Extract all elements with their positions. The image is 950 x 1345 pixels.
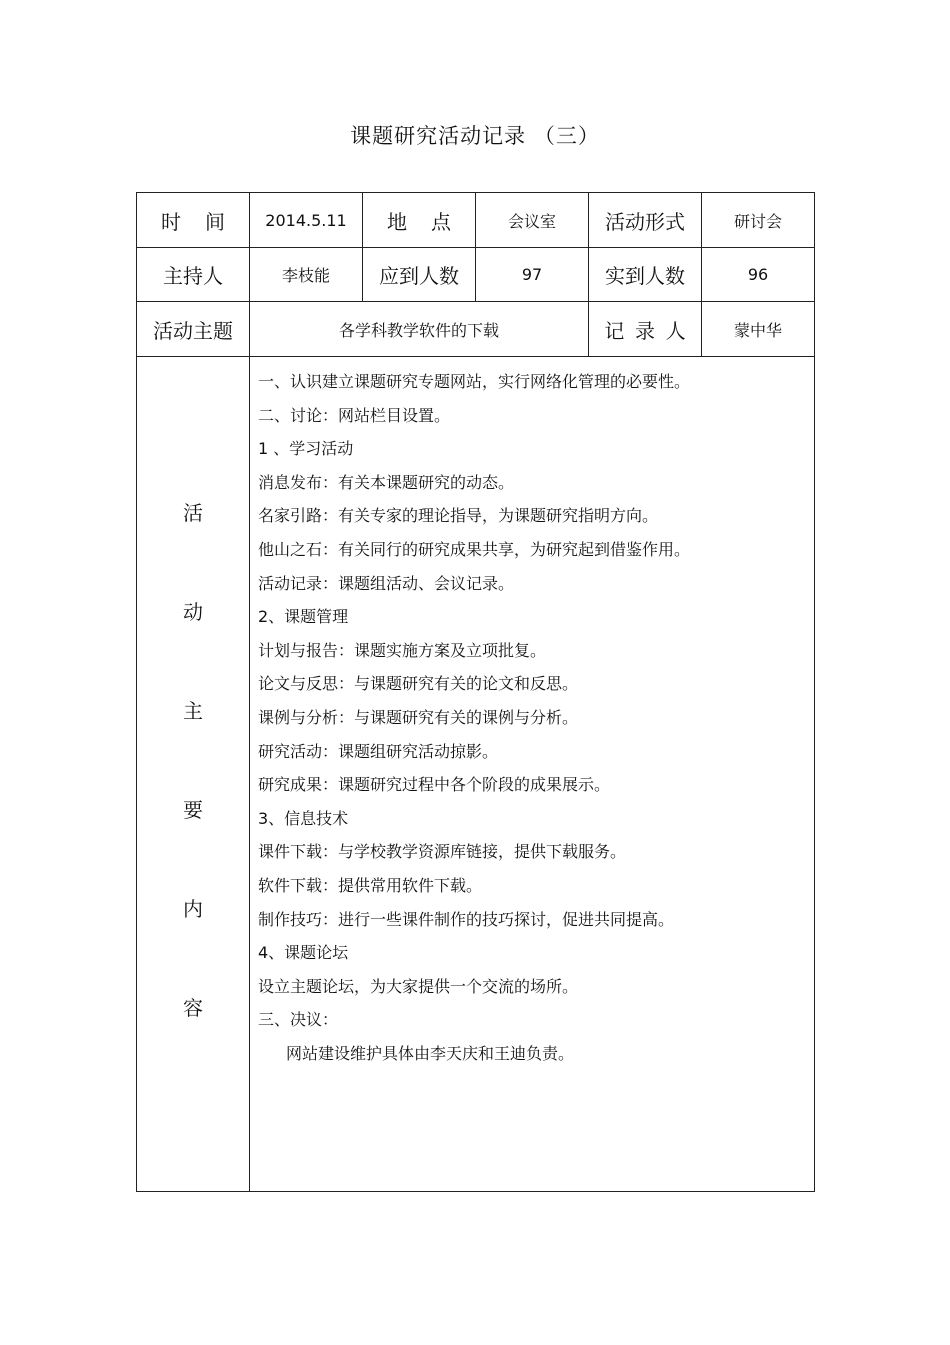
recorder-label-char: 人 [665, 318, 686, 343]
row-topic [137, 302, 815, 357]
content-line: 三、决议： [258, 1010, 339, 1030]
content-label-char: 活 [183, 500, 203, 525]
row-time-place [137, 193, 815, 248]
content-line: 研究活动：课题组研究活动掠影。 [258, 741, 499, 761]
content-line: 课例与分析：与课题研究有关的课例与分析。 [258, 707, 579, 727]
content-line: 名家引路：有关专家的理论指导，为课题研究指明方向。 [258, 506, 659, 526]
content-line: 消息发布：有关本课题研究的动态。 [258, 472, 515, 492]
content-label-char: 内 [183, 897, 203, 922]
topic-value: 各学科教学软件的下载 [250, 302, 589, 357]
content-line: 研究成果：课题研究过程中各个阶段的成果展示。 [258, 775, 611, 795]
content-body [250, 357, 815, 1192]
content-label-cell [137, 357, 250, 1192]
host-label: 主持人 [137, 248, 250, 302]
host-value: 李枝能 [250, 248, 363, 302]
recorder-label-cell [589, 302, 702, 357]
content-label-char: 主 [183, 698, 203, 723]
form-value: 研讨会 [702, 193, 815, 248]
expected-value: 97 [476, 248, 589, 302]
content-line: 课件下载：与学校教学资源库链接，提供下载服务。 [258, 842, 627, 862]
content-line: 他山之石：有关同行的研究成果共享，为研究起到借鉴作用。 [258, 539, 691, 559]
expected-label: 应到人数 [363, 248, 476, 302]
resolution-line: 网站建设维护具体由李天庆和王迪负责。 [286, 1043, 575, 1063]
row-host-attendance [137, 248, 815, 302]
content-line: 4、课题论坛 [258, 943, 349, 963]
content-line: 2、课题管理 [258, 607, 349, 627]
topic-label: 活动主题 [137, 302, 250, 357]
content-line: 1 、学习活动 [258, 439, 354, 459]
recorder-label-char: 记 [604, 318, 625, 343]
content-label-char: 要 [183, 798, 203, 823]
content-line: 设立主题论坛，为大家提供一个交流的场所。 [258, 976, 579, 996]
place-label-char: 点 [431, 209, 451, 234]
place-value: 会议室 [476, 193, 589, 248]
actual-value: 96 [702, 248, 815, 302]
content-line: 软件下载：提供常用软件下载。 [258, 875, 483, 895]
place-label-cell [363, 193, 476, 248]
content-line: 二、讨论：网站栏目设置。 [258, 405, 451, 425]
record-table [136, 192, 815, 1192]
content-line: 论文与反思：与课题研究有关的论文和反思。 [258, 674, 579, 694]
time-label-char: 间 [205, 209, 225, 234]
recorder-label-char: 录 [634, 318, 655, 343]
time-label-char: 时 [161, 209, 181, 234]
page-title: 课题研究活动记录 （三） [350, 124, 600, 148]
form-label: 活动形式 [589, 193, 702, 248]
content-line: 3、信息技术 [258, 808, 349, 828]
content-line: 一、认识建立课题研究专题网站，实行网络化管理的必要性。 [258, 372, 691, 391]
content-line: 活动记录：课题组活动、会议记录。 [258, 573, 515, 593]
actual-label: 实到人数 [589, 248, 702, 302]
time-value: 2014.5.11 [250, 193, 363, 248]
recorder-value: 蒙中华 [702, 302, 815, 357]
content-line: 制作技巧：进行一些课件制作的技巧探讨，促进共同提高。 [258, 909, 675, 929]
content-label-char: 动 [183, 599, 203, 624]
content-label-char: 容 [183, 996, 203, 1021]
time-label-cell [137, 193, 250, 248]
place-label-char: 地 [387, 209, 407, 234]
content-line: 计划与报告：课题实施方案及立项批复。 [258, 640, 547, 660]
row-content [137, 357, 815, 1192]
